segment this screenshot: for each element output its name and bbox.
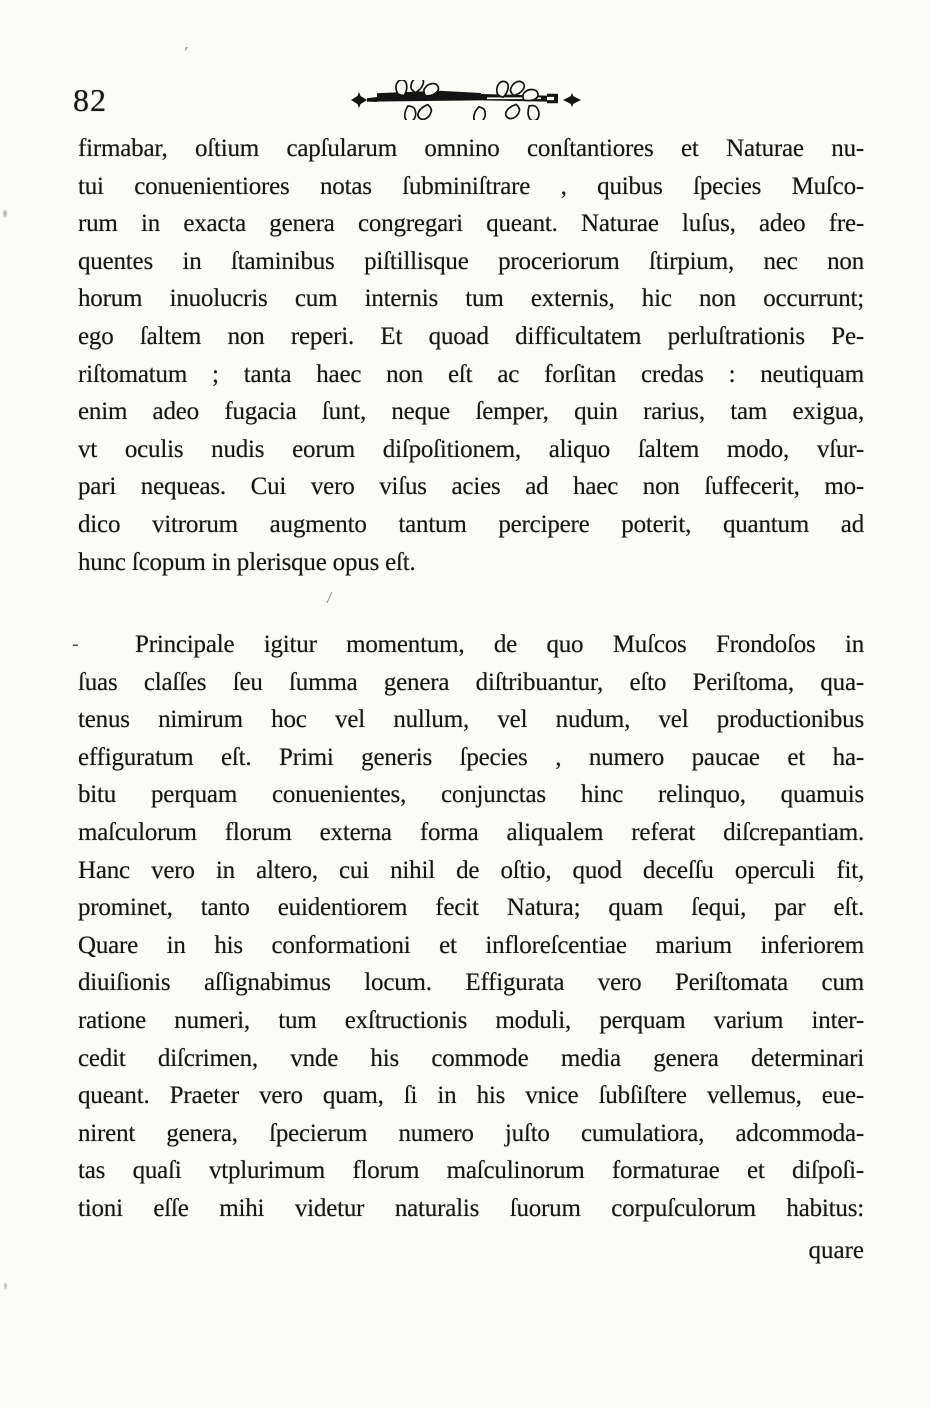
text-line: tui conuenientiores notas ſubminiſtrare , quibus ſpecies Muſco- [78,172,864,200]
print-artifact-dash: - [72,633,79,655]
text-line: ratione numeri, tum exſtructionis moduli, perquam varium inter- [78,1006,864,1034]
text-line: dico vitrorum augmento tantum percipere poterit, quantum ad [78,510,864,538]
text-line: Principale igitur momentum, de quo Muſcos Frondoſos in [135,631,864,658]
text-line: maſculorum florum externa forma aliqualem referat diſcrepantiam. [78,818,864,846]
catchword: quare [808,1237,864,1264]
page-speck [4,1283,7,1289]
text-line: nirent genera, ſpecierum numero juſto cumulatiora, adcommoda- [78,1119,864,1147]
floral-rule-ornament [351,80,583,120]
text-line: tas quaſi vtplurimum florum maſculinorum formaturae et diſpoſi- [78,1157,864,1185]
text-line: effiguratum eſt. Primi generis ſpecies , numero paucae et ha- [78,743,864,771]
text-line: Hanc vero in altero, cui nihil de oſtio, quod deceſſu operculi fit, [78,856,864,884]
text-line: bitu perquam conuenientes, conjunctas hinc relinquo, quamuis [78,781,864,809]
text-line: pari nequeas. Cui vero viſus acies ad haec non ſuffecerit, mo- [78,473,864,501]
text-line: tenus nimirum hoc vel nullum, vel nudum, vel productionibus [78,706,864,734]
paragraph-1 [78,130,864,581]
page-number: 82 [73,82,107,118]
text-line: vt oculis nudis eorum diſpoſitionem, aliquo ſaltem modo, vſur- [78,435,864,463]
text-line: prominet, tanto euidentiorem fecit Natura; quam ſequi, par eſt. [78,894,864,922]
text-line: quentes in ſtaminibus piſtillisque proceriorum ſtirpium, nec non [78,247,864,275]
text-line: horum inuolucris cum internis tum externis, hic non occurrunt; [78,285,864,313]
text-line: ſuas claſſes ſeu ſumma genera diſtribuantur, eſto Periſtoma, qua- [78,668,864,696]
print-artifact-tick: ′ [182,42,190,63]
text-line: firmabar, oſtium capſularum omnino conſtantiores et Naturae nu- [78,135,864,162]
text-line: cedit diſcrimen, vnde his commode media genera determinari [78,1044,864,1072]
text-line: enim adeo fugacia ſunt, neque ſemper, quin rarius, tam exigua, [78,398,864,426]
text-line: riſtomatum ; tanta haec non eſt ac forſitan credas : neutiquam [78,360,864,388]
text-line: diuiſionis aſſignabimus locum. Effigurata vero Periſtomata cum [78,969,864,997]
page-speck [3,210,7,217]
text-line: ego ſaltem non reperi. Et quoad difficultatem perluſtrationis Pe- [78,322,864,350]
text-line: hunc ſcopum in plerisque opus eſt. [78,548,416,576]
paragraph-2 [78,626,864,1228]
text-line: rum in exacta genera congregari queant. Naturae luſus, adeo fre- [78,210,864,238]
text-line: Quare in his conformationi et infloreſcentiae marium inferiorem [78,931,864,959]
text-line: queant. Praeter vero quam, ſi in his vnice ſubſiſtere vellemus, eue- [78,1082,864,1110]
text-line: tioni eſſe mihi videtur naturalis ſuorum corpuſculorum habitus: [78,1194,864,1222]
print-artifact-slash: / [326,587,333,608]
